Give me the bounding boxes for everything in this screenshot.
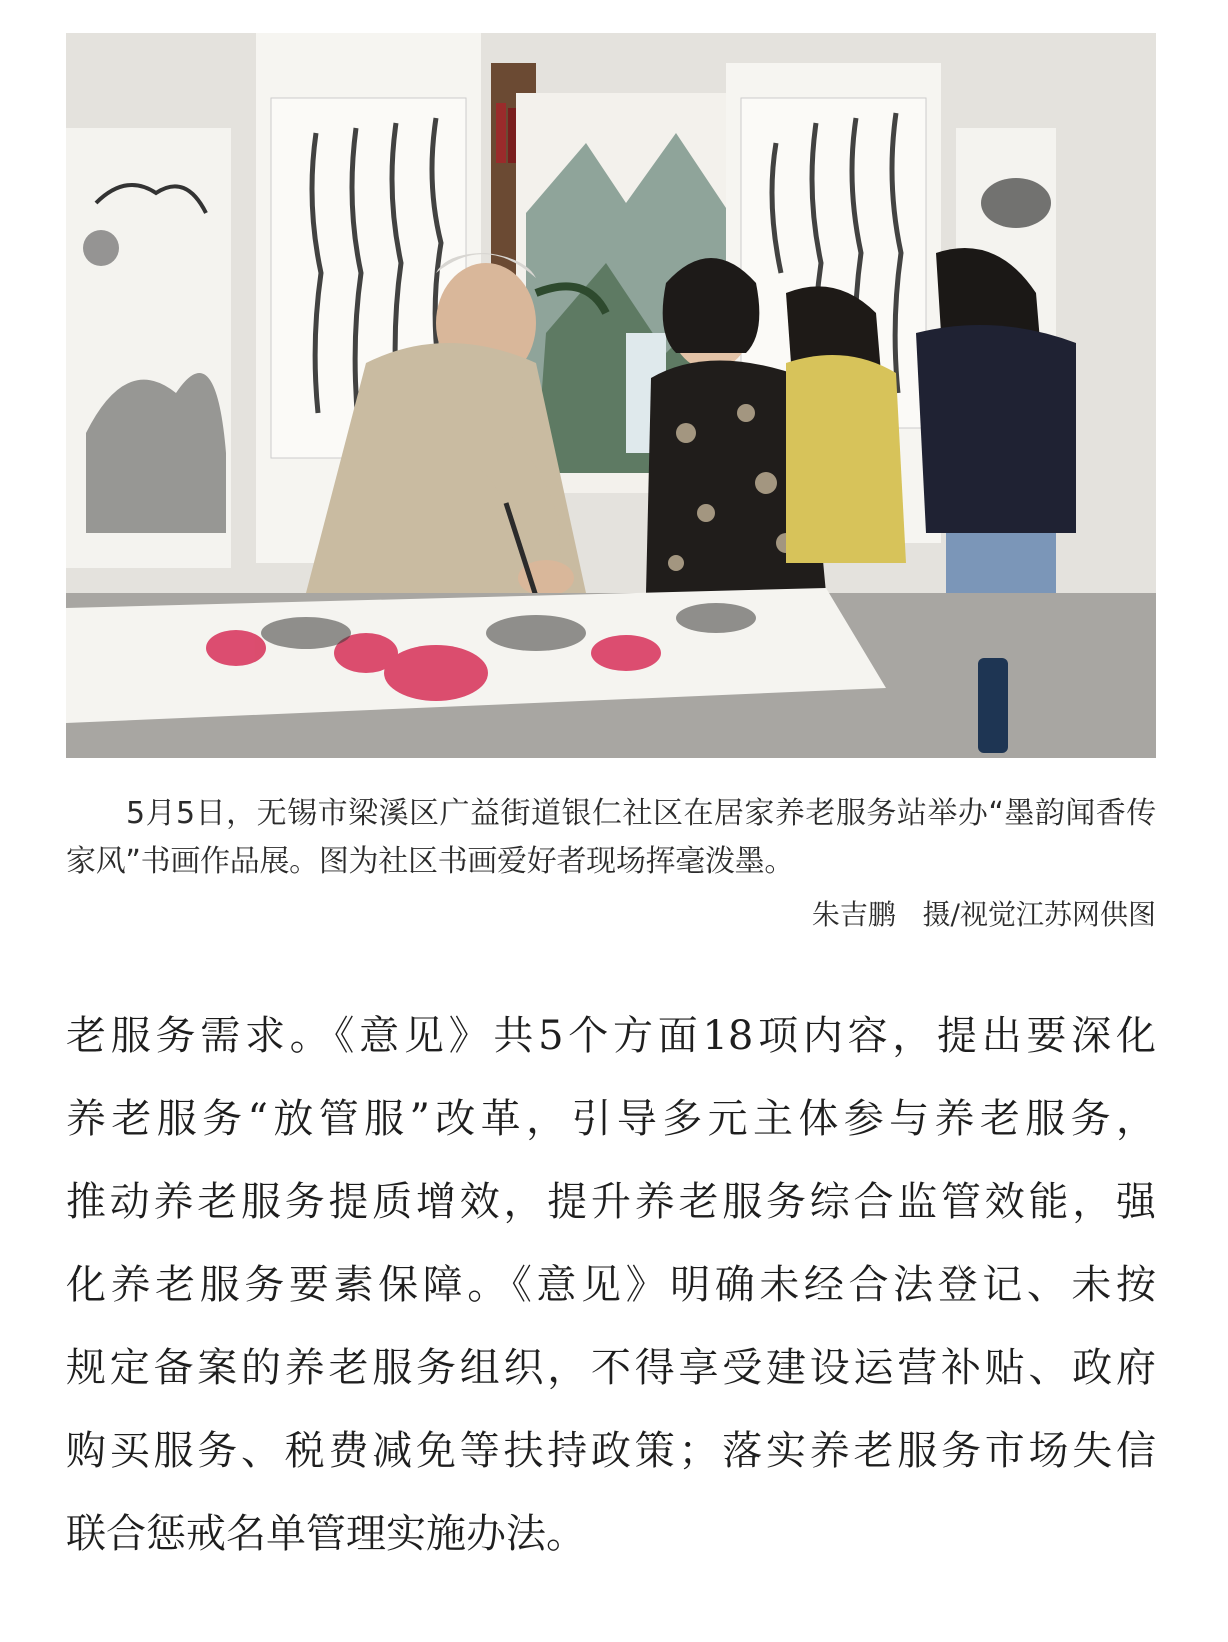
body-line: 规定备案的养老服务组织，不得享受建设运营补贴、政府 [66, 1345, 1156, 1391]
caption-text: 5月5日，无锡市梁溪区广益街道银仁社区在居家养老服务站举办“墨韵闻香传家风”书画作品展。图为社区书画爱好者现场挥毫泼墨。 [66, 796, 1156, 879]
body-line: 老服务需求。《意见》共5个方面18项内容，提出要深化 [66, 1013, 1156, 1059]
article-body [66, 995, 1156, 1576]
photo-caption [66, 790, 1156, 886]
news-photo [66, 33, 1156, 758]
body-line: 养老服务“放管服”改革，引导多元主体参与养老服务， [66, 1096, 1156, 1142]
body-line: 购买服务、税费减免等扶持政策；落实养老服务市场失信 [66, 1428, 1156, 1474]
body-line: 化养老服务要素保障。《意见》明确未经合法登记、未按 [66, 1262, 1156, 1308]
photo-credit: 朱吉鹏 摄/视觉江苏网供图 [811, 898, 1156, 931]
body-line: 推动养老服务提质增效，提升养老服务综合监管效能，强 [66, 1179, 1156, 1225]
body-line: 联合惩戒名单管理实施办法。 [66, 1511, 586, 1557]
photo-illustration [66, 33, 1156, 758]
